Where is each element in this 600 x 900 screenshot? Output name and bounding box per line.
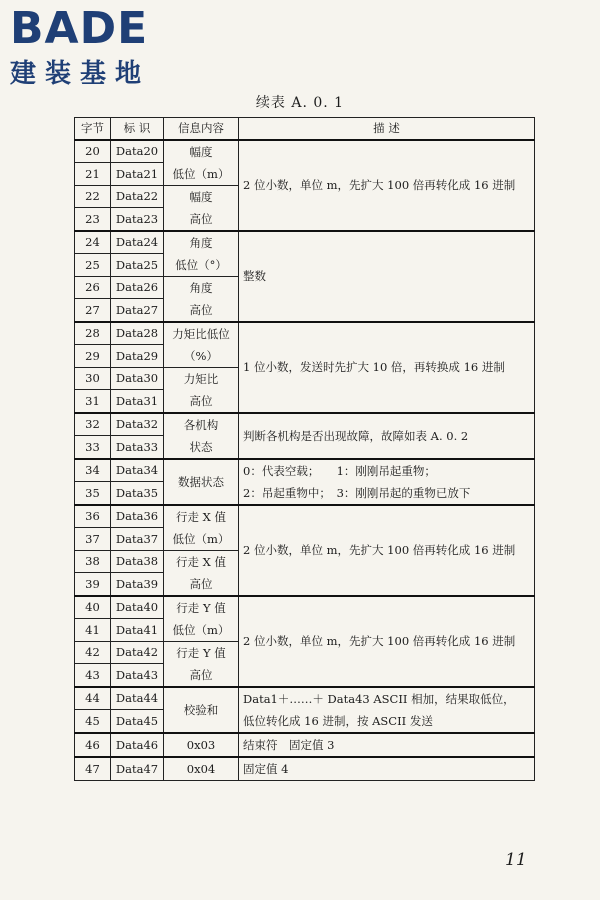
- id-cell: Data31: [111, 390, 164, 413]
- info-line: 低位（m）: [172, 622, 230, 637]
- id-cell: Data32: [111, 413, 164, 436]
- id-cell: Data26: [111, 276, 164, 299]
- info-cell: [164, 641, 239, 687]
- byte-cell: 47: [75, 757, 111, 781]
- info-line: 高位: [189, 576, 213, 591]
- info-cell: 校验和: [164, 687, 239, 733]
- byte-cell: 30: [75, 367, 111, 390]
- id-cell: Data44: [111, 687, 164, 710]
- table-row: [75, 322, 535, 345]
- desc-line: 2：吊起重物中； 3：刚刚吊起的重物已放下: [243, 485, 471, 500]
- id-cell: Data47: [111, 757, 164, 781]
- table-row: [75, 413, 535, 436]
- id-cell: Data20: [111, 140, 164, 163]
- table-row: [75, 231, 535, 254]
- id-cell: Data24: [111, 231, 164, 254]
- info-line: 行走 Y 值: [176, 600, 226, 615]
- info-line: 行走 Y 值: [176, 645, 226, 660]
- byte-cell: 45: [75, 710, 111, 733]
- byte-cell: 21: [75, 162, 111, 185]
- info-line: 低位（°）: [175, 257, 227, 272]
- byte-cell: 37: [75, 527, 111, 550]
- info-line: 角度: [189, 280, 213, 295]
- page-number: 11: [505, 850, 527, 870]
- info-cell: [164, 322, 239, 368]
- table-row: [75, 687, 535, 710]
- info-line: （%）: [184, 348, 218, 363]
- info-line: 行走 X 值: [176, 509, 226, 524]
- id-cell: Data46: [111, 733, 164, 757]
- info-line: 高位: [189, 667, 213, 682]
- info-line: 低位（m）: [172, 166, 230, 181]
- desc-line: Data1＋……＋ Data43 ASCII 相加，结果取低位，: [243, 691, 515, 706]
- info-cell: [164, 413, 239, 459]
- info-cell: [164, 550, 239, 596]
- desc-line: 低位转化成 16 进制，按 ASCII 发送: [243, 713, 433, 728]
- info-line: 幅度: [189, 144, 213, 159]
- byte-cell: 33: [75, 436, 111, 459]
- byte-cell: 27: [75, 299, 111, 322]
- header-info: 信息内容: [164, 118, 239, 140]
- header-id: 标 识: [111, 118, 164, 140]
- header-desc: 描 述: [239, 118, 535, 140]
- id-cell: Data42: [111, 641, 164, 664]
- byte-cell: 25: [75, 253, 111, 276]
- id-cell: Data23: [111, 208, 164, 231]
- id-cell: Data22: [111, 185, 164, 208]
- header-byte: 字节: [75, 118, 111, 140]
- info-cell: [164, 231, 239, 277]
- info-cell: [164, 596, 239, 642]
- id-cell: Data45: [111, 710, 164, 733]
- id-cell: Data25: [111, 253, 164, 276]
- brand-logo-text: BADE: [10, 3, 149, 54]
- byte-cell: 20: [75, 140, 111, 163]
- table-row: [75, 757, 535, 781]
- info-cell: [164, 276, 239, 322]
- info-line: 力矩比: [183, 371, 219, 386]
- id-cell: Data36: [111, 505, 164, 528]
- byte-cell: 41: [75, 618, 111, 641]
- byte-cell: 42: [75, 641, 111, 664]
- info-line: 高位: [189, 393, 213, 408]
- id-cell: Data29: [111, 344, 164, 367]
- byte-cell: 22: [75, 185, 111, 208]
- info-cell: [164, 185, 239, 231]
- byte-cell: 34: [75, 459, 111, 482]
- info-line: 角度: [189, 235, 213, 250]
- info-line: 幅度: [189, 189, 213, 204]
- byte-cell: 46: [75, 733, 111, 757]
- id-cell: Data34: [111, 459, 164, 482]
- id-cell: Data27: [111, 299, 164, 322]
- id-cell: Data43: [111, 664, 164, 687]
- info-cell: [164, 367, 239, 413]
- id-cell: Data37: [111, 527, 164, 550]
- info-line: 高位: [189, 302, 213, 317]
- byte-cell: 29: [75, 344, 111, 367]
- brand-logo-subtitle: 建装基地: [10, 59, 151, 89]
- info-cell: 数据状态: [164, 459, 239, 505]
- info-line: 力矩比低位: [172, 326, 230, 341]
- table-title: 续表 A. 0. 1: [255, 95, 345, 111]
- desc-cell: [239, 459, 535, 505]
- desc-cell: 2 位小数，单位 m，先扩大 100 倍再转化成 16 进制: [239, 505, 535, 596]
- table-row: [75, 596, 535, 619]
- info-line: 状态: [189, 439, 213, 454]
- byte-cell: 23: [75, 208, 111, 231]
- id-cell: Data40: [111, 596, 164, 619]
- byte-cell: 36: [75, 505, 111, 528]
- data-table: [74, 117, 535, 781]
- table-row: [75, 459, 535, 482]
- desc-cell: 整数: [239, 231, 535, 322]
- byte-cell: 32: [75, 413, 111, 436]
- info-cell: [164, 505, 239, 551]
- desc-cell: 固定值 4: [239, 757, 535, 781]
- desc-cell: [239, 687, 535, 733]
- byte-cell: 24: [75, 231, 111, 254]
- id-cell: Data30: [111, 367, 164, 390]
- byte-cell: 35: [75, 482, 111, 505]
- desc-cell: 判断各机构是否出现故障，故障如表 A. 0. 2: [239, 413, 535, 459]
- byte-cell: 26: [75, 276, 111, 299]
- info-line: 高位: [189, 211, 213, 226]
- byte-cell: 38: [75, 550, 111, 573]
- id-cell: Data28: [111, 322, 164, 345]
- info-cell: [164, 140, 239, 186]
- table-row: [75, 505, 535, 528]
- table-row: [75, 733, 535, 757]
- byte-cell: 28: [75, 322, 111, 345]
- desc-cell: 结束符 固定值 3: [239, 733, 535, 757]
- desc-cell: 2 位小数，单位 m，先扩大 100 倍再转化成 16 进制: [239, 140, 535, 231]
- info-line: 低位（m）: [172, 531, 230, 546]
- desc-cell: 2 位小数，单位 m，先扩大 100 倍再转化成 16 进制: [239, 596, 535, 687]
- id-cell: Data35: [111, 482, 164, 505]
- byte-cell: 39: [75, 573, 111, 596]
- desc-cell: 1 位小数，发送时先扩大 10 倍，再转换成 16 进制: [239, 322, 535, 413]
- id-cell: Data33: [111, 436, 164, 459]
- table-row: [75, 140, 535, 163]
- id-cell: Data39: [111, 573, 164, 596]
- info-line: 行走 X 值: [176, 554, 226, 569]
- info-line: 各机构: [183, 417, 219, 432]
- byte-cell: 44: [75, 687, 111, 710]
- byte-cell: 43: [75, 664, 111, 687]
- id-cell: Data41: [111, 618, 164, 641]
- byte-cell: 40: [75, 596, 111, 619]
- id-cell: Data38: [111, 550, 164, 573]
- byte-cell: 31: [75, 390, 111, 413]
- id-cell: Data21: [111, 162, 164, 185]
- table-header-row: [75, 118, 535, 140]
- desc-line: 0：代表空载； 1：刚刚吊起重物；: [243, 463, 436, 478]
- info-cell: 0x03: [164, 733, 239, 757]
- info-cell: 0x04: [164, 757, 239, 781]
